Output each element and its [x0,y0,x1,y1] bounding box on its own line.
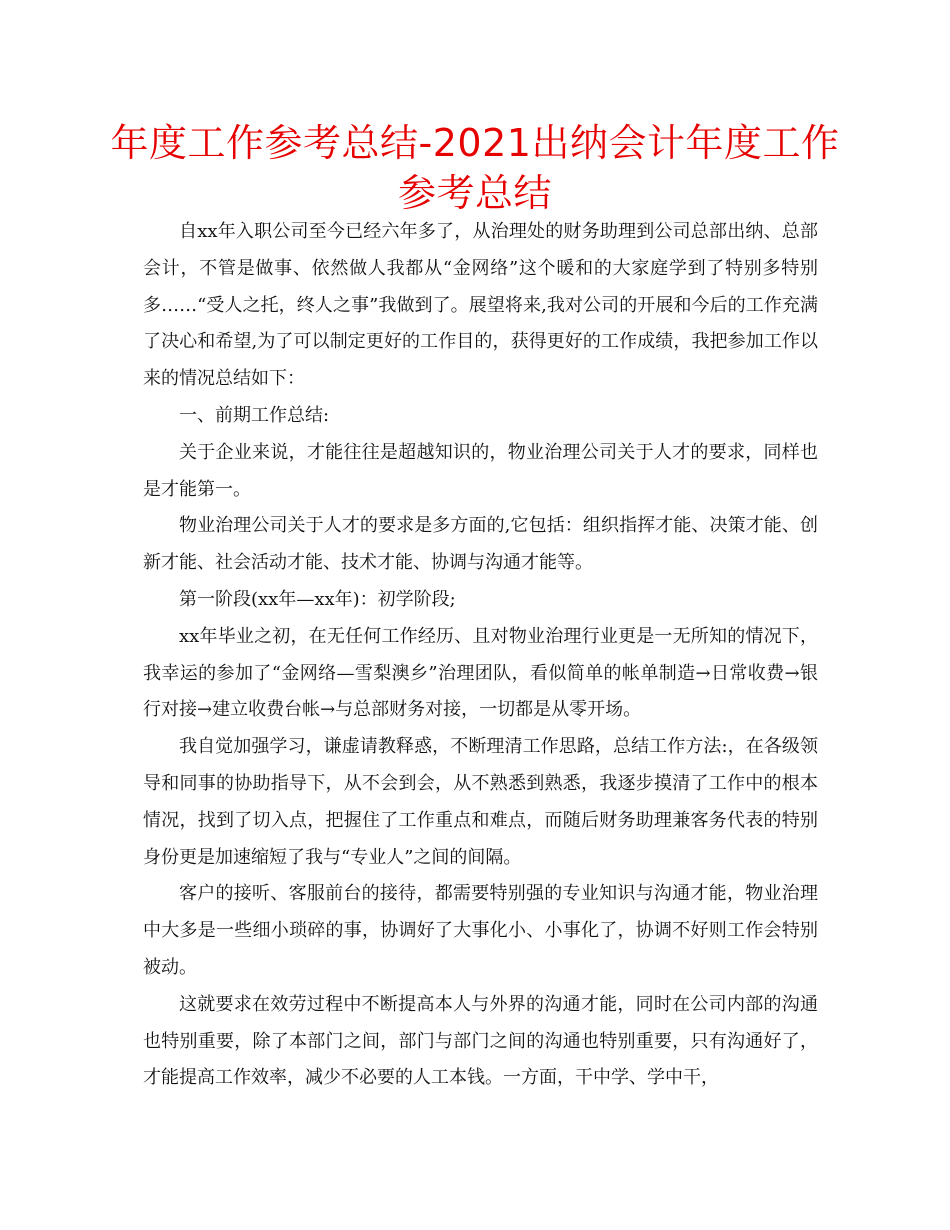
paragraph: 客户的接听、客服前台的接待，都需要特别强的专业知识与沟通才能，物业治理中大多是一些细小琐碎的事，协调好了大事化小、小事化了，协调不好则工作会特别被动。 [143,883,818,978]
document-body [143,214,818,1097]
section-heading: 一、前期工作总结: [179,404,330,426]
paragraph: 这就要求在效劳过程中不断提高本人与外界的沟通才能，同时在公司内部的沟通也特别重要，除了本部门之间，部门与部门之间的沟通也特别重要，只有沟通好了，才能提高工作效率，减少不必要的人工本钱。一方面，干中学、学中干， [143,993,818,1089]
paragraph: 关于企业来说，才能往往是超越知识的，物业治理公司关于人才的要求，同样也是才能第一。 [143,441,818,500]
paragraph: 自xx年入职公司至今已经六年多了，从治理处的财务助理到公司总部出纳、总部会计，不管是做事、依然做人我都从“金网络”这个暖和的大家庭学到了特别多特别多……“受人之托，终人之事”我做到了。展望将来,我对公司的开展和今后的工作充满了决心和希望,为了可以制定更好的工作目的，获得更好的工作成绩，我把参加工作以来的情况总结如下： [143,221,818,390]
paragraph: 我自觉加强学习，谦虚请教释惑，不断理清工作思路，总结工作方法:，在各级领导和同事的协助指导下，从不会到会，从不熟悉到熟悉，我逐步摸清了工作中的根本情况，找到了切入点，把握住了工作重点和难点，而随后财务助理兼客务代表的特别身份更是加速缩短了我与“专业人”之间的间隔。 [143,736,818,868]
paragraph: 物业治理公司关于人才的要求是多方面的,它包括：组织指挥才能、决策才能、创新才能、社会活动才能、技术才能、协调与沟通才能等。 [143,515,818,574]
stage-heading: 第一阶段(xx年—xx年)：初学阶段; [179,588,456,610]
paragraph: xx年毕业之初，在无任何工作经历、且对物业治理行业更是一无所知的情况下，我幸运的参加了“金网络—雪梨澳乡”治理团队，看似简单的帐单制造→日常收费→银行对接→建立收费台帐→与总部财务对接，一切都是从零开场。 [143,625,818,721]
document-title: 年度工作参考总结-2021出纳会计年度工作参考总结 [110,121,840,215]
